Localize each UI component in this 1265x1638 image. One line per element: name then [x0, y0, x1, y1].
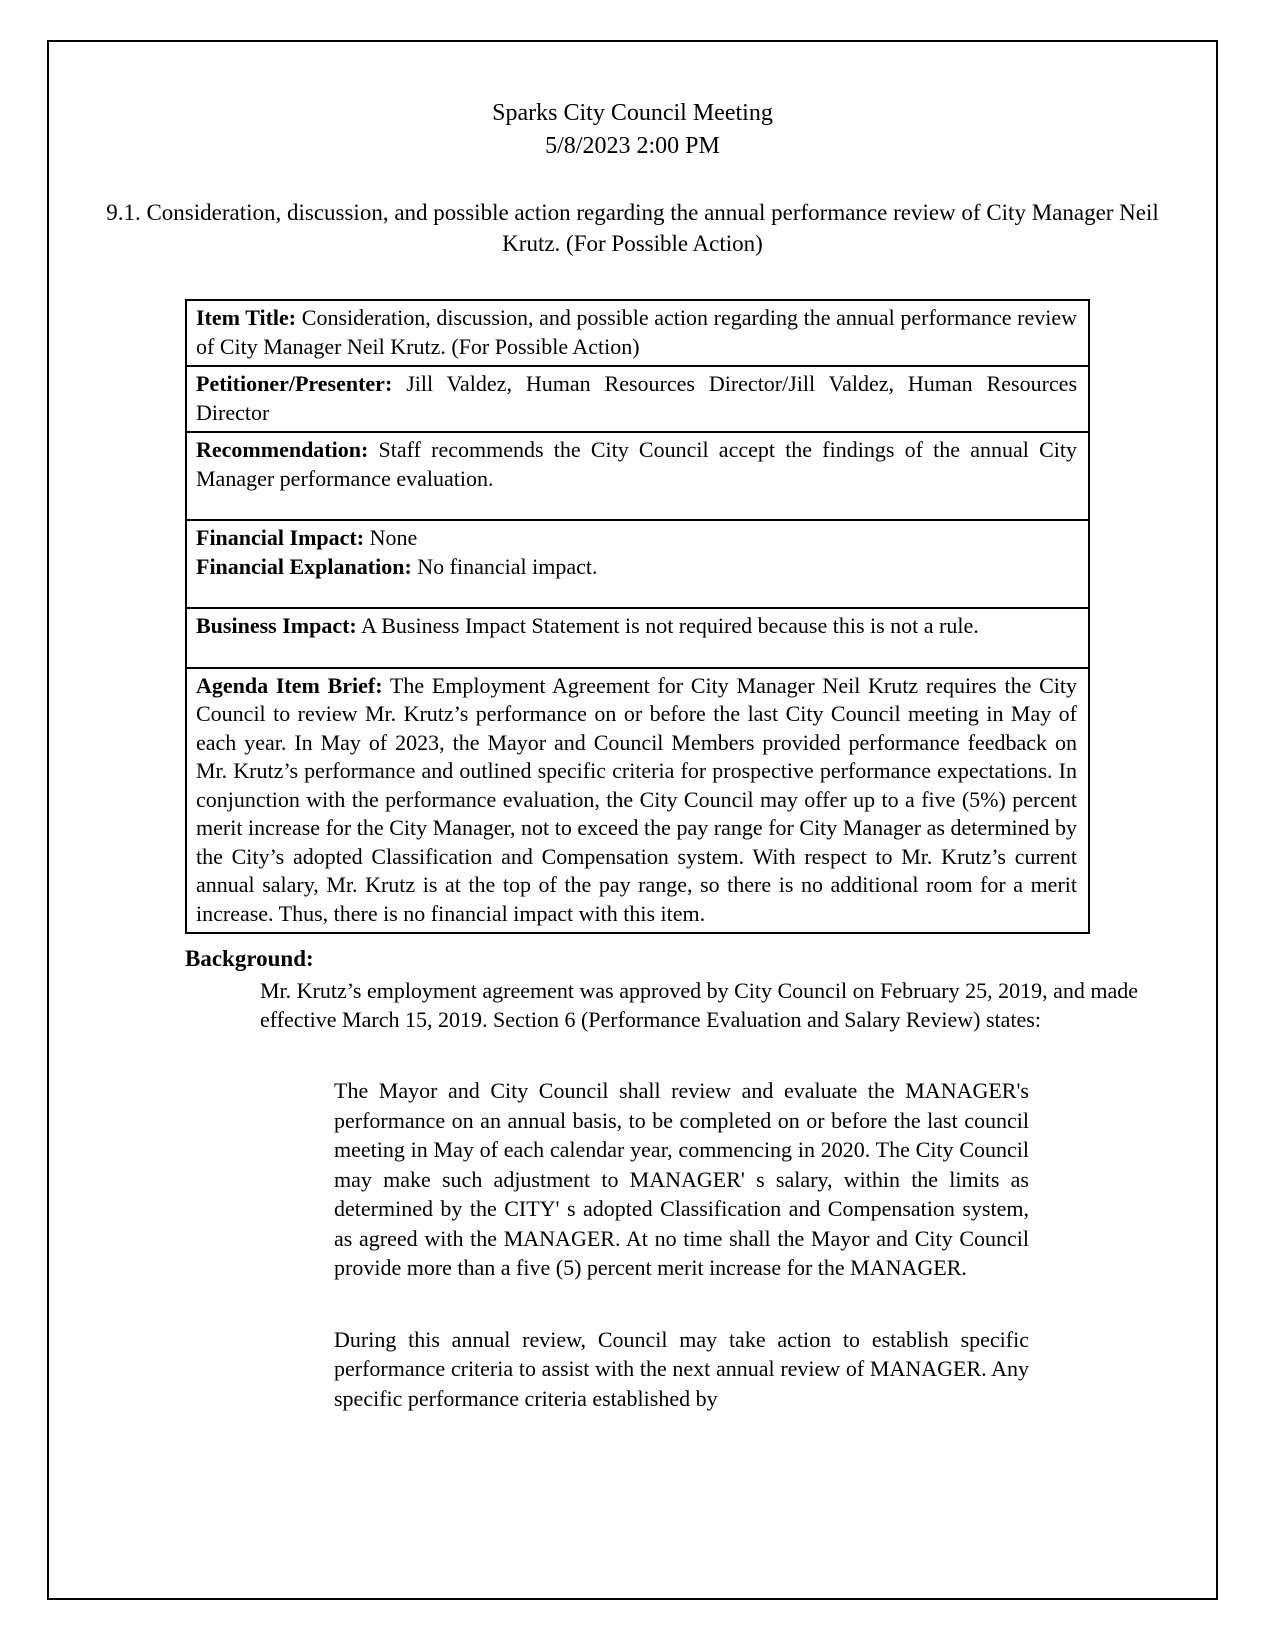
- document-header: [49, 97, 1216, 163]
- table-row-agenda-brief: [186, 668, 1089, 934]
- agenda-info-table: [185, 299, 1090, 934]
- agenda-item-heading: 9.1. Consideration, discussion, and possible action regarding the annual performance review of City Manager Neil Krutz. (For Possible Action): [106, 200, 1159, 256]
- doc-datetime: 5/8/2023 2:00 PM: [545, 133, 720, 159]
- item-title-label: Item Title:: [196, 305, 297, 330]
- petitioner-text: Jill Valdez, Human Resources Director/Jill Valdez, Human Resources Director: [196, 371, 1077, 425]
- financial-explanation-text: No financial impact.: [417, 553, 598, 579]
- agenda-brief-text: The Employment Agreement for City Manager Neil Krutz requires the City Council to review Mr. Krutz’s performance on or before the last City Council meeting in May of each year. In May of 2023, the Mayor and Council Members provided performance feedback on Mr. Krutz’s performance and outlined specific criteria for prospective performance expectations. In conjunction with the performance evaluation, the City Council may offer up to a five (5%) percent merit increase for the City Manager, not to exceed the pay range for City Manager as determined by the City’s adopted Classification and Compensation system. With respect to Mr. Krutz’s current annual salary, Mr. Krutz is at the top of the pay range, so there is no additional room for a merit increase. Thus, there is no financial impact with this item.: [196, 672, 1077, 926]
- financial-impact-label: Financial Impact:: [196, 525, 365, 550]
- doc-title: Sparks City Council Meeting: [492, 100, 773, 126]
- table-row-business-impact: [186, 608, 1089, 668]
- petitioner-label: Petitioner/Presenter:: [196, 371, 393, 396]
- background-heading: Background:: [185, 946, 314, 971]
- recommendation-label: Recommendation:: [196, 437, 369, 462]
- table-row-recommendation: [186, 432, 1089, 520]
- table-row-financial: [186, 520, 1089, 608]
- financial-explanation-label: Financial Explanation:: [196, 553, 412, 579]
- document-page: [47, 40, 1218, 1600]
- financial-impact-text: None: [369, 525, 418, 550]
- agenda-brief-label: Agenda Item Brief:: [196, 672, 383, 698]
- table-row-item-title: [186, 300, 1089, 366]
- business-impact-label: Business Impact:: [196, 613, 357, 638]
- business-impact-text: A Business Impact Statement is not required because this is not a rule.: [361, 613, 979, 638]
- item-title-text: Consideration, discussion, and possible action regarding the annual performance review of City Manager Neil Krutz. (For Possible Action): [196, 305, 1078, 359]
- background-paragraph: Mr. Krutz’s employment agreement was approved by City Council on February 25, 2019, and made effective March 15, 2019. Section 6 (Performance Evaluation and Salary Review) states:: [260, 978, 1138, 1032]
- employment-agreement-quote-2: During this annual review, Council may take action to establish specific performance criteria to assist with the next annual review of MANAGER. Any specific performance criteria established by: [334, 1326, 1029, 1411]
- employment-agreement-quote-1: The Mayor and City Council shall review and evaluate the MANAGER's performance on an annual basis, to be completed on or before the last council meeting in May of each calendar year, commencing in 2020. The City Council may make such adjustment to MANAGER' s salary, within the limits as determined by the CITY' s adopted Classification and Compensation system, as agreed with the MANAGER. At no time shall the Mayor and City Council provide more than a five (5) percent merit increase for the MANAGER.: [334, 1078, 1029, 1280]
- recommendation-text: Staff recommends the City Council accept the findings of the annual City Manager performance evaluation.: [196, 437, 1077, 491]
- table-row-petitioner: [186, 366, 1089, 432]
